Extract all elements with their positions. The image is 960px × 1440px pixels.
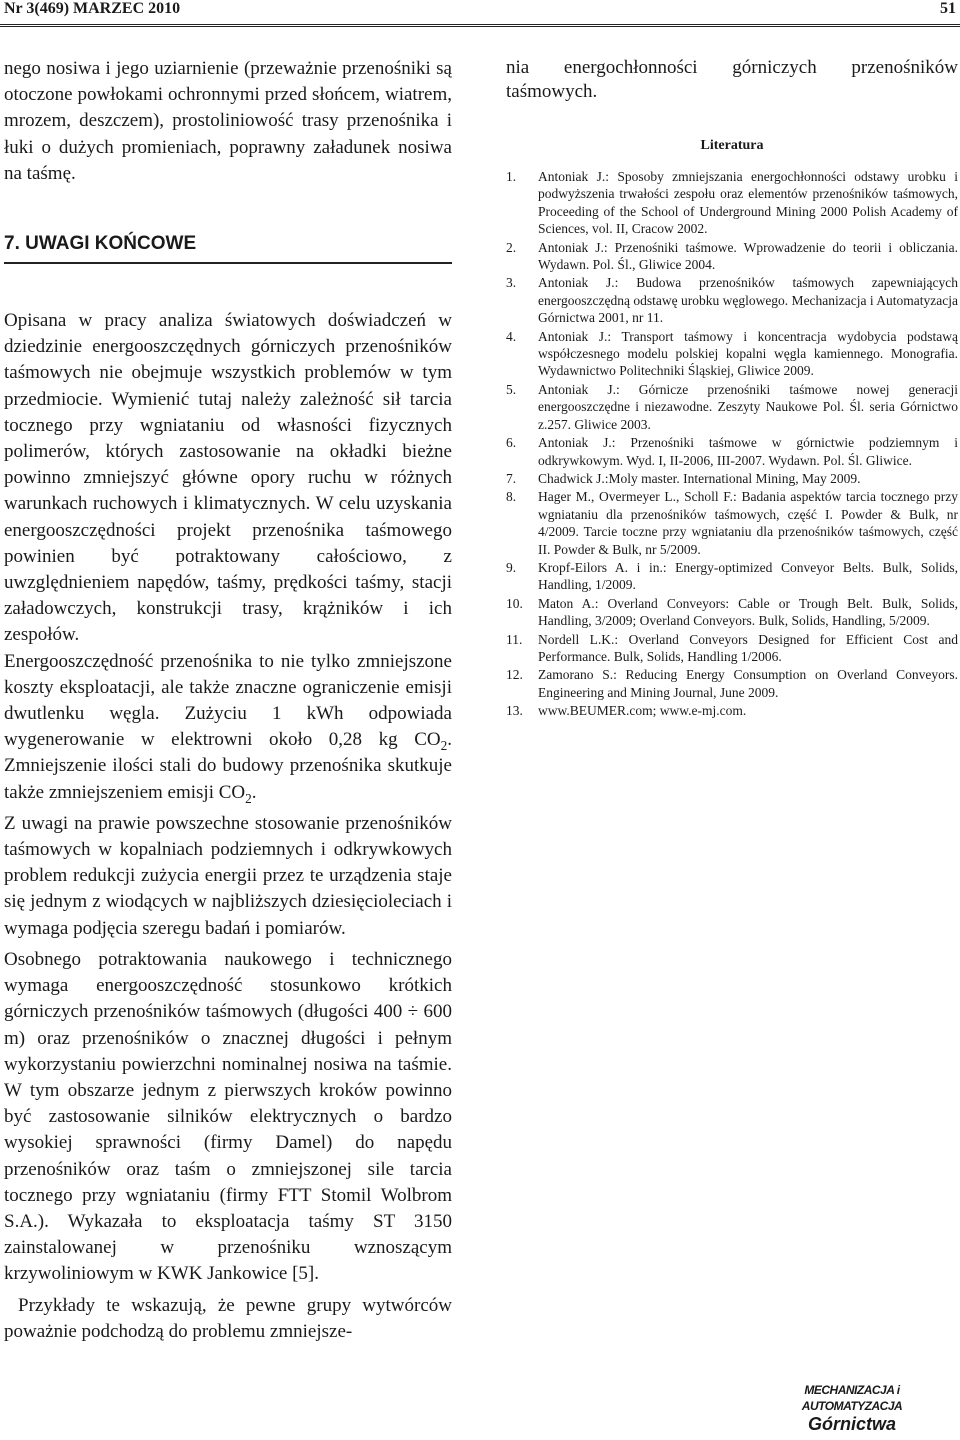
reference-item xyxy=(506,328,958,380)
body-paragraph-5: Przykłady te wskazują, że pewne grupy wytwórców poważnie podchodzą do problemu zmniejsze- xyxy=(4,1294,452,1342)
co2-subscript: 2 xyxy=(440,738,448,754)
issue-label: Nr 3(469) MARZEC 2010 xyxy=(4,0,181,17)
logo-line-2: Górnictwa xyxy=(807,1414,896,1434)
reference-number: 5. xyxy=(506,381,517,397)
references-heading: Literatura xyxy=(700,138,764,153)
reference-item xyxy=(506,559,958,594)
reference-number: 3. xyxy=(506,275,517,291)
body-paragraph-2 xyxy=(4,649,452,806)
body-paragraph-2-part-a: Energooszczędność przenośnika to nie tylko zmniejszone koszty eksploatacji, ale także znaczne ograniczenie emisji dwutlenku węgla. Zużyciu 1 kWh odpowiada wygenerowanie w elektrowni około 0,28 kg CO xyxy=(4,650,452,751)
reference-number: 4. xyxy=(506,328,517,344)
reference-item xyxy=(506,274,958,326)
reference-item xyxy=(506,631,958,666)
section-heading: 7. UWAGI KOŃCOWE xyxy=(4,232,452,264)
reference-text: Nordell L.K.: Overland Conveyors Designed for Efficient Cost and Performance. Bulk, Solids, Handling 1/2006. xyxy=(538,631,958,664)
reference-text: www.BEUMER.com; www.e-mj.com. xyxy=(538,703,747,719)
header-rule xyxy=(0,24,960,27)
reference-list xyxy=(506,168,958,720)
reference-number: 11. xyxy=(506,631,523,647)
reference-item xyxy=(506,168,958,238)
left-column xyxy=(4,56,452,1345)
reference-text: Antoniak J.: Przenośniki taśmowe w górnictwie podziemnym i odkrywkowym. Wyd. I, II-2006, III-2007. Wydawn. Pol. Śl. Gliwice. xyxy=(538,435,958,468)
reference-item xyxy=(506,239,958,274)
reference-text: Antoniak J.: Transport taśmowy i koncentracja wydobycia podstawą współczesnego modelu polskiej kopalni węgla kamiennego. Monografia. Wydawnictwo Politechniki Śląskiej, Gliwice 2009. xyxy=(538,328,958,379)
body-paragraph-1: Opisana w pracy analiza światowych doświadczeń w dziedzinie energooszczędnych górniczych przenośników taśmowych nie obejmuje wszystkich problemów w tym przedmiocie. Wymienić tutaj należy zależność sił tarcia tocznego przy wgniataniu od własności fizycznych polimerów, których zastosowanie na okładki bieżne powinno zmniejszyć główne opory ruchu w różnych warunkach ruchowych i klimatycznych. W celu uzyskania energooszczędności projekt przenośnika taśmowego powinien być potraktowany całościowo, z uwzględnieniem napędów, taśmy, prędkości taśmy, stacji załadowczych, konstrukcji trasy, krążników i ich zespołów. xyxy=(4,310,452,646)
journal-logo xyxy=(762,1382,942,1434)
reference-number: 12. xyxy=(506,667,523,683)
reference-item xyxy=(506,666,958,701)
reference-number: 7. xyxy=(506,470,517,486)
reference-number: 9. xyxy=(506,559,517,575)
reference-text: Antoniak J.: Sposoby zmniejszania energochłonności odstawy urobku i podwyższenia trwałości zespołu oraz elementów przenośników taśmowych, Proceeding of the School of Underground Mining 2000 Polish Academy of Sciences, vol. II, Cracow 2002. xyxy=(538,169,958,237)
reference-item xyxy=(506,488,958,558)
reference-item xyxy=(506,702,958,719)
page-number: 51 xyxy=(940,0,956,17)
reference-number: 10. xyxy=(506,595,523,611)
intro-paragraph: nego nosiwa i jego uziarnienie (przeważnie przenośniki są otoczone powłokami ochronnymi przed słońcem, wiatrem, mrozem, deszczem), prostoliniowość trasy przenośnika i łuki o dużych promieniach, poprawny załadunek nosiwa na taśmę. xyxy=(4,58,452,184)
reference-text: Chadwick J.:Moly master. International Mining, May 2009. xyxy=(538,470,861,486)
reference-item xyxy=(506,595,958,630)
reference-text: Kropf-Eilors A. i in.: Energy-optimized Conveyor Belts. Bulk, Solids, Handling, 1/2009. xyxy=(538,559,958,593)
reference-item xyxy=(506,381,958,433)
body-paragraph-4: Osobnego potraktowania naukowego i technicznego wymaga energooszczędność stosunkowo krótkich górniczych przenośników taśmowych (długości 400 ÷ 600 m) oraz przenośników o znacznej długości i pełnym wykorzystaniu powierzchni nominalnej nosiwa na taśmie. W tym obszarze jednym z pierwszych kroków powinno być zastosowanie silników elektrycznych o bardzo wysokiej sprawności (firmy Damel) do napędu przenośników oraz taśm o zmniejszonej sile tarcia tocznego przy wgniataniu (firmy FTT Stomil Wolbrom S.A.). Wykazała to eksploatacja taśmy ST 3150 zainstalowanej w przenośniku wznoszącym krzywoliniowym w KWK Jankowice [5]. xyxy=(4,948,452,1285)
reference-number: 13. xyxy=(506,703,523,719)
reference-text: Antoniak J.: Przenośniki taśmowe. Wprowadzenie do teorii i obliczania. Wydawn. Pol. Śl., Gliwice 2004. xyxy=(538,239,958,273)
reference-text: Antoniak J.: Górnicze przenośniki taśmowe nowej generacji energooszczędne i niezawodne. Zeszyty Naukowe Pol. Śl. seria Górnictwo z.257. Gliwice 2003. xyxy=(538,381,958,432)
reference-item xyxy=(506,470,958,487)
reference-number: 2. xyxy=(506,239,517,255)
right-column xyxy=(506,56,958,721)
body-paragraph-3: Z uwagi na prawie powszechne stosowanie przenośników taśmowych w kopalniach podziemnych i odkrywkowych problem redukcji zużycia energii przez te urządzenia staje się jednym z wiodących w najbliższych dziesięcioleciach i wymaga podjęcia szeregu badań i pomiarów. xyxy=(4,812,452,939)
reference-text: Zamorano S.: Reducing Energy Consumption on Overland Conveyors. Engineering and Mining Journal, June 2009. xyxy=(538,667,958,700)
reference-item xyxy=(506,434,958,469)
running-header xyxy=(0,0,960,22)
reference-number: 6. xyxy=(506,435,517,451)
logo-line-1: MECHANIZACJA i AUTOMATYZACJA xyxy=(801,1383,903,1413)
reference-text: Antoniak J.: Budowa przenośników taśmowych zapewniających energooszczędną odstawę urobku węglowego. Mechanizacja i Automatyzacja Górnictwa 2001, nr 11. xyxy=(538,275,958,326)
body-paragraph-2-part-b: . Zmniejszenie ilości stali do budowy przenośnika skutkuje także zmniejszeniem emisji CO xyxy=(4,729,452,803)
co2-subscript: 2 xyxy=(245,790,252,806)
body-paragraph-2-part-c: . xyxy=(251,781,257,803)
reference-number: 1. xyxy=(506,169,517,184)
reference-text: Hager M., Overmeyer L., Scholl F.: Badania aspektów tarcia tocznego przy wgniataniu dla przenośników taśmowych, część I. Powder & Bulk, nr 4/2009. Tarcie toczne przy wgniataniu dla przenośników taśmowych, część II. Powder & Bulk, nr 5/2009. xyxy=(538,489,958,557)
reference-text: Maton A.: Overland Conveyors: Cable or Trough Belt. Bulk, Solids, Handling, 3/2009; Overland Conveyors. Bulk, Solids, Handling, 5/2009. xyxy=(538,595,958,629)
reference-number: 8. xyxy=(506,489,517,505)
continued-paragraph: nia energochłonności górniczych przenośników taśmowych. xyxy=(506,57,958,102)
